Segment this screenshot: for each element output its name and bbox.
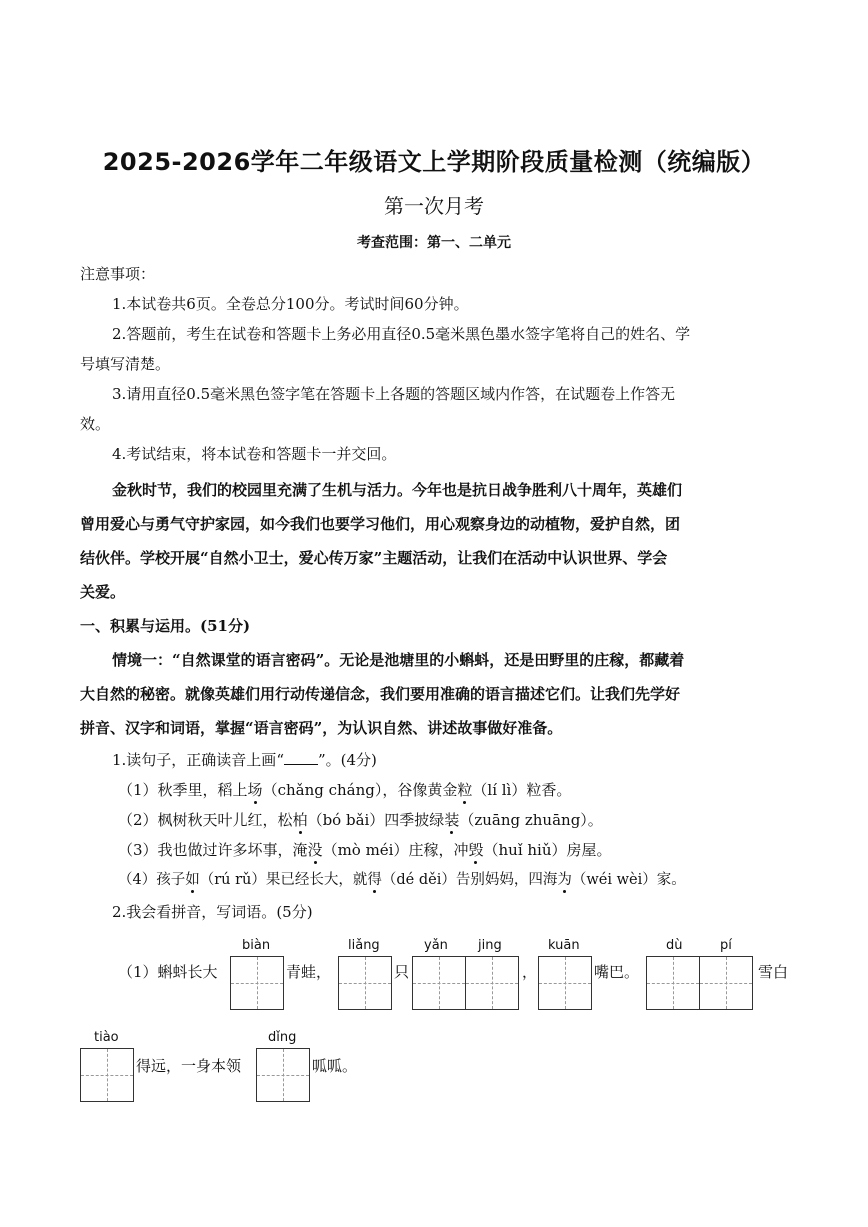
pinyin-options[interactable]: （chǎng cháng），谷像黄金 bbox=[262, 781, 458, 799]
notice-item: 4.考试结束，将本试卷和答题卡一并交回。 bbox=[112, 445, 397, 463]
pinyin-label: liǎng bbox=[348, 938, 380, 953]
fill-text: 只 bbox=[394, 963, 410, 981]
fill-text: （1）蝌蚪长大 bbox=[118, 963, 218, 981]
dotted-char: 如 bbox=[185, 872, 200, 888]
notice-item: 2.答题前，考生在试卷和答题卡上务必用直径0.5毫米黑色墨水签字笔将自己的姓名、学 bbox=[112, 325, 691, 343]
pinyin-label: biàn bbox=[242, 938, 271, 953]
writing-grid[interactable] bbox=[338, 956, 392, 1010]
writing-grid[interactable] bbox=[230, 956, 284, 1010]
notice-item: 1.本试卷共6页。全卷总分100分。考试时间60分钟。 bbox=[112, 295, 469, 313]
intro-paragraph: 金秋时节，我们的校园里充满了生机与活力。今年也是抗日战争胜利八十周年，英雄们 bbox=[112, 481, 683, 499]
exam-scope: 考查范围：第一、二单元 bbox=[357, 235, 511, 251]
scenario-text: 拼音、汉字和词语，掌握“语言密码”，为认识自然、讲述故事做好准备。 bbox=[80, 719, 563, 737]
dotted-char: 装 bbox=[444, 811, 460, 829]
sentence-text: （3）我也做过许多坏事，淹 bbox=[118, 841, 308, 859]
sentence-text: （4）孩子 bbox=[118, 872, 186, 888]
fill-text: 嘴巴。 bbox=[594, 963, 640, 981]
pinyin-options[interactable]: （huǐ hiǔ）房屋。 bbox=[483, 841, 612, 859]
pinyin-label: kuān bbox=[548, 938, 580, 953]
answer-blank bbox=[284, 752, 318, 765]
fill-text: 青蛙， bbox=[286, 963, 332, 981]
sentence-text: （1）秋季里，稻上 bbox=[118, 781, 248, 799]
writing-grid[interactable] bbox=[538, 956, 592, 1010]
pinyin-options[interactable]: （bó bǎi）四季披绿 bbox=[307, 811, 445, 829]
writing-grid[interactable] bbox=[699, 956, 753, 1010]
dotted-char: 毁 bbox=[468, 841, 484, 859]
writing-grid[interactable] bbox=[256, 1048, 310, 1102]
pinyin-label: jing bbox=[478, 938, 502, 953]
fill-text: 得远，一身本领 bbox=[136, 1057, 242, 1075]
stem-text: ”。(4分) bbox=[317, 751, 377, 769]
scenario-text: 情境一：“自然课堂的语言密码”。无论是池塘里的小蝌蚪，还是田野里的庄稼，都藏着 bbox=[112, 651, 685, 669]
pinyin-options[interactable]: （lí lì）粒香。 bbox=[472, 781, 572, 799]
intro-paragraph: 曾用爱心与勇气守护家园，如今我们也要学习他们，用心观察身边的动植物，爱护自然，团 bbox=[80, 515, 681, 533]
pinyin-options[interactable]: （rú rǔ）果已经长大，就 bbox=[199, 872, 368, 888]
fill-text: ， bbox=[522, 963, 538, 981]
pinyin-label: dù bbox=[666, 938, 683, 953]
writing-grid[interactable] bbox=[412, 956, 466, 1010]
writing-grid[interactable] bbox=[646, 956, 700, 1010]
fill-text: 雪白 bbox=[758, 963, 789, 981]
pinyin-options[interactable]: （zuāng zhuāng）。 bbox=[459, 811, 603, 829]
section-heading: 一、积累与运用。(51分) bbox=[80, 617, 251, 635]
question-1-sentence bbox=[118, 810, 603, 830]
notice-item: 效。 bbox=[80, 415, 111, 433]
dotted-char: 为 bbox=[557, 872, 572, 888]
notice-item: 号填写清楚。 bbox=[80, 355, 171, 373]
question-1-sentence bbox=[118, 840, 612, 860]
page-subtitle: 第一次月考 bbox=[384, 194, 484, 218]
pinyin-label: yǎn bbox=[424, 938, 448, 953]
notice-heading: 注意事项： bbox=[80, 265, 156, 283]
dotted-char: 得 bbox=[367, 872, 382, 888]
fill-text: 呱呱。 bbox=[312, 1057, 358, 1075]
dotted-char: 场 bbox=[247, 781, 263, 799]
writing-grid[interactable] bbox=[80, 1048, 134, 1102]
page-title: 2025-2026学年二年级语文上学期阶段质量检测（统编版） bbox=[102, 148, 766, 176]
pinyin-label: pí bbox=[720, 938, 732, 953]
stem-text: 1.读句子，正确读音上画“ bbox=[112, 751, 284, 769]
pinyin-options[interactable]: （mò méi）庄稼，冲 bbox=[322, 841, 469, 859]
pinyin-options[interactable]: （dé děi）告别妈妈，四海 bbox=[381, 872, 558, 888]
dotted-char: 粒 bbox=[457, 781, 473, 799]
dotted-char: 柏 bbox=[292, 811, 308, 829]
pinyin-options[interactable]: （wéi wèi）家。 bbox=[571, 872, 686, 888]
scenario-text: 大自然的秘密。就像英雄们用行动传递信念，我们要用准确的语言描述它们。让我们先学好 bbox=[80, 685, 681, 703]
question-1-sentence bbox=[118, 780, 571, 800]
intro-paragraph: 结伙伴。学校开展“自然小卫士，爱心传万家”主题活动，让我们在活动中认识世界、学会 bbox=[80, 549, 668, 567]
pinyin-label: tiào bbox=[94, 1030, 119, 1045]
dotted-char: 没 bbox=[307, 841, 323, 859]
question-2-stem: 2.我会看拼音，写词语。(5分) bbox=[112, 903, 313, 921]
pinyin-label: dǐng bbox=[268, 1030, 297, 1045]
notice-item: 3.请用直径0.5毫米黑色签字笔在答题卡上各题的答题区域内作答，在试题卷上作答无 bbox=[112, 385, 676, 403]
question-1-sentence bbox=[118, 870, 686, 890]
question-1-stem bbox=[112, 750, 377, 770]
intro-paragraph: 关爱。 bbox=[80, 583, 126, 601]
writing-grid[interactable] bbox=[465, 956, 519, 1010]
sentence-text: （2）枫树秋天叶儿红，松 bbox=[118, 811, 293, 829]
